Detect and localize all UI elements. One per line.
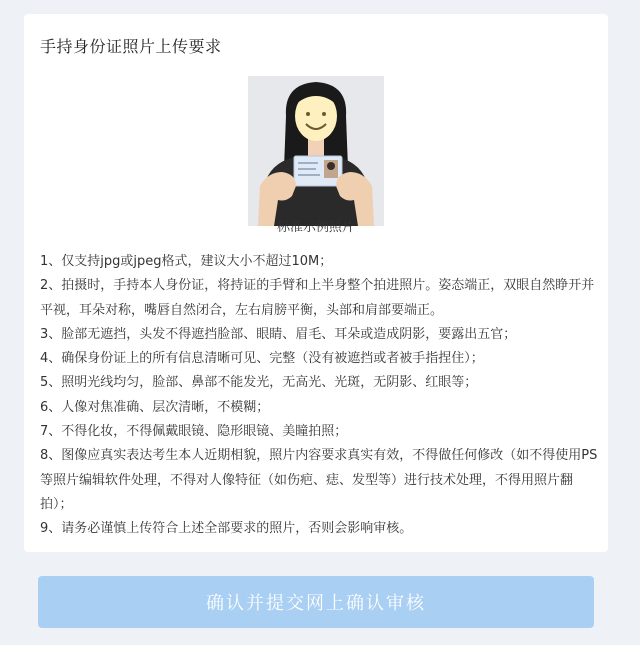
- sample-photo: [248, 76, 384, 226]
- person-holding-id-card-photo-icon: [248, 76, 384, 226]
- requirement-item: 8、图像应真实表达考生本人近期相貌，照片内容要求真实有效，不得做任何修改（如不得使用PS等照片编辑软件处理，不得对人像特征（如伤疤、痣、发型等）进行技术处理，不得用照片翻拍）；: [40, 448, 598, 512]
- requirement-item: 9、请务必谨慎上传符合上述全部要求的照片，否则会影响审核。: [40, 521, 413, 537]
- requirements-card: [24, 14, 608, 552]
- requirement-item: 2、拍摄时，手持本人身份证，将持证的手臂和上半身整个拍进照片。姿态端正，双眼自然睁开并平视，耳朵对称，嘴唇自然闭合，左右肩膀平衡，头部和肩部要端正。: [40, 278, 595, 318]
- requirement-item: 5、照明光线均匀，脸部、鼻部不能发光，无高光、光斑，无阴影、红眼等；: [40, 375, 478, 391]
- card-title: 手持身份证照片上传要求: [40, 37, 222, 56]
- photo-caption: 标准示例照片: [276, 220, 355, 235]
- requirement-item: 6、人像对焦准确、层次清晰，不模糊；: [40, 399, 270, 415]
- requirement-item: 4、确保身份证上的所有信息清晰可见、完整（没有被遮挡或者被手指捏住）；: [40, 351, 484, 367]
- submit-button[interactable]: 确认并提交网上确认审核: [38, 576, 594, 628]
- requirement-item: 3、脸部无遮挡，头发不得遮挡脸部、眼睛、眉毛、耳朵或造成阴影，要露出五官；: [40, 326, 517, 342]
- requirement-item: 7、不得化妆，不得佩戴眼镜、隐形眼镜、美瞳拍照；: [40, 424, 348, 440]
- requirement-item: 1、仅支持jpg或jpeg格式，建议大小不超过10M；: [40, 254, 333, 269]
- requirements-list: [40, 250, 600, 542]
